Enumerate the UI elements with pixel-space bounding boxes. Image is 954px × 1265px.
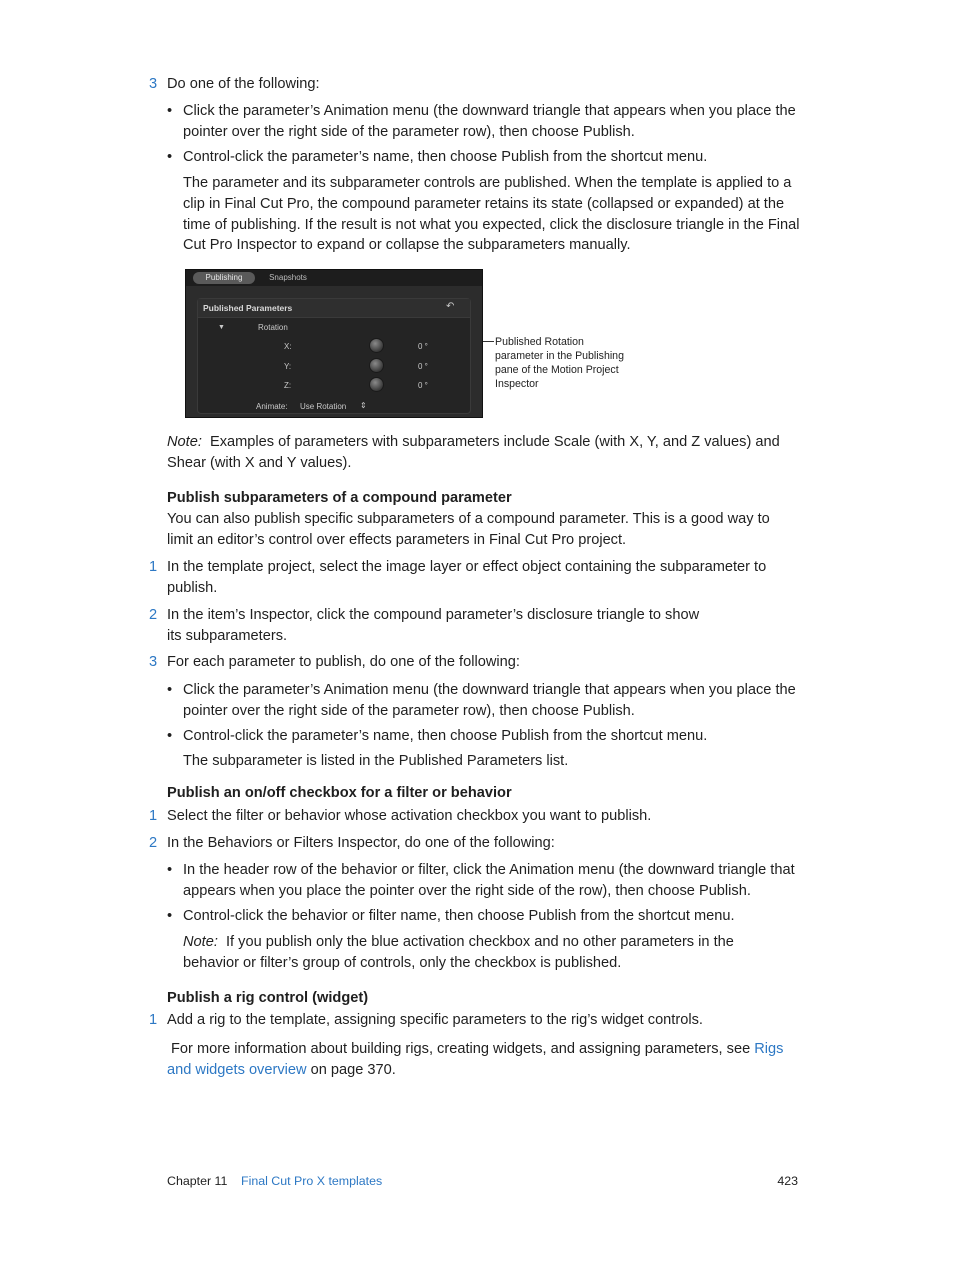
published-parameters-group <box>197 298 471 414</box>
param-x-label: X: <box>284 342 292 351</box>
step-number: 2 <box>149 835 158 851</box>
note-label: Note: <box>183 934 218 950</box>
more-info-prefix: For more information about building rigs, creating widgets, and assigning parameters, see <box>171 1041 755 1057</box>
tab-publishing[interactable]: Publishing <box>193 272 255 284</box>
disclosure-triangle-icon[interactable]: ▼ <box>218 324 225 331</box>
footer-chapter: Chapter 11 <box>167 1174 228 1188</box>
rotation-label: Rotation <box>258 323 288 332</box>
bullet-text: Control-click the parameter’s name, then choose Publish from the shortcut menu. <box>183 149 708 165</box>
section-heading: Publish subparameters of a compound parameter <box>167 490 512 506</box>
bullet-mark: • <box>167 728 173 744</box>
updown-arrows-icon[interactable]: ⇕ <box>360 401 367 410</box>
step-number: 1 <box>149 559 158 575</box>
bullet-text: Click the parameter’s Animation menu (the downward triangle that appears when you place the pointer over the right side of the parameter row), then choose Publish. <box>183 682 796 719</box>
step-text: For each parameter to publish, do one of the following: <box>167 654 520 670</box>
step-text: Do one of the following: <box>167 76 320 92</box>
step-number: 3 <box>149 76 158 92</box>
param-z-value[interactable]: 0 ° <box>418 381 428 390</box>
inspector-tab-bar <box>186 270 482 286</box>
figure-callout: Published Rotation parameter in the Publishing pane of the Motion Project Inspector <box>495 336 624 390</box>
callout-leader-line <box>483 341 494 342</box>
section-intro: You can also publish specific subparameters of a compound parameter. This is a good way to limit an editor’s control over effects parameters in Final Cut Pro project. <box>167 511 770 548</box>
step-number: 1 <box>149 808 158 824</box>
note-label: Note: <box>167 434 202 450</box>
param-z-label: Z: <box>284 381 292 390</box>
inspector-figure <box>185 269 483 418</box>
step-text: Select the filter or behavior whose activation checkbox you want to publish. <box>167 808 652 824</box>
animate-popup[interactable]: Use Rotation <box>300 402 347 411</box>
tab-snapshots[interactable]: Snapshots <box>269 273 307 282</box>
bullet-mark: • <box>167 908 173 924</box>
step-text: In the Behaviors or Filters Inspector, do one of the following: <box>167 835 555 851</box>
bullet-mark: • <box>167 103 173 119</box>
more-info-paragraph <box>167 1039 797 1081</box>
page-number: 423 <box>777 1174 798 1188</box>
dial-y-control[interactable] <box>369 358 384 373</box>
reset-icon[interactable]: ↶ <box>446 301 455 312</box>
bullet-text: Control-click the behavior or filter name, then choose Publish from the shortcut menu. <box>183 908 735 924</box>
step-text: In the template project, select the image layer or effect object containing the subparameter to publish. <box>167 559 767 596</box>
bullet-text: Control-click the parameter’s name, then choose Publish from the shortcut menu. <box>183 728 708 744</box>
bullet-mark: • <box>167 862 173 878</box>
bullet-text: Click the parameter’s Animation menu (the downward triangle that appears when you place the pointer over the right side of the parameter row), then choose Publish. <box>183 103 796 140</box>
note-text: Examples of parameters with subparameters include Scale (with X, Y, and Z values) and Shear (with X and Y values). <box>167 434 780 471</box>
result-paragraph: The subparameter is listed in the Published Parameters list. <box>183 753 569 769</box>
param-y-value[interactable]: 0 ° <box>418 362 428 371</box>
more-info-suffix: on page 370. <box>306 1061 396 1078</box>
dial-z-control[interactable] <box>369 377 384 392</box>
dial-x-control[interactable] <box>369 338 384 353</box>
bullet-text: In the header row of the behavior or filter, click the Animation menu (the downward triangle that appears when you place the pointer over the right side of the row), then choose Publish. <box>183 862 795 899</box>
published-parameters-header <box>198 299 470 318</box>
step-number: 1 <box>149 1012 158 1028</box>
step-text: In the item’s Inspector, click the compound parameter’s disclosure triangle to show its subparameters. <box>167 607 700 644</box>
published-parameters-title: Published Parameters <box>203 303 293 313</box>
param-x-value[interactable]: 0 ° <box>418 342 428 351</box>
note-paragraph <box>183 932 783 974</box>
footer-chapter-title-link[interactable]: Final Cut Pro X templates <box>241 1174 383 1188</box>
section-heading: Publish an on/off checkbox for a filter or behavior <box>167 785 512 801</box>
bullet-mark: • <box>167 682 173 698</box>
step-number: 2 <box>149 607 158 623</box>
param-y-label: Y: <box>284 362 292 371</box>
bullet-mark: • <box>167 149 173 165</box>
note-paragraph <box>167 432 787 474</box>
result-paragraph: The parameter and its subparameter controls are published. When the template is applied to a clip in Final Cut Pro, the compound parameter retains its state (collapsed or expanded) at the time of publishing. If the result is not what you expected, click the disclosure triangle in the Final Cut Pro Inspector to expand or collapse the subparameters manually. <box>183 175 800 254</box>
rigs-widgets-link[interactable]: Rigs and widgets overview <box>167 1041 784 1078</box>
animate-label: Animate: <box>256 402 288 411</box>
section-heading: Publish a rig control (widget) <box>167 990 369 1006</box>
step-text: Add a rig to the template, assigning specific parameters to the rig’s widget controls. <box>167 1012 703 1028</box>
step-number: 3 <box>149 654 158 670</box>
note-text: If you publish only the blue activation checkbox and no other parameters in the behavior or filter’s group of controls, only the checkbox is published. <box>183 934 734 971</box>
